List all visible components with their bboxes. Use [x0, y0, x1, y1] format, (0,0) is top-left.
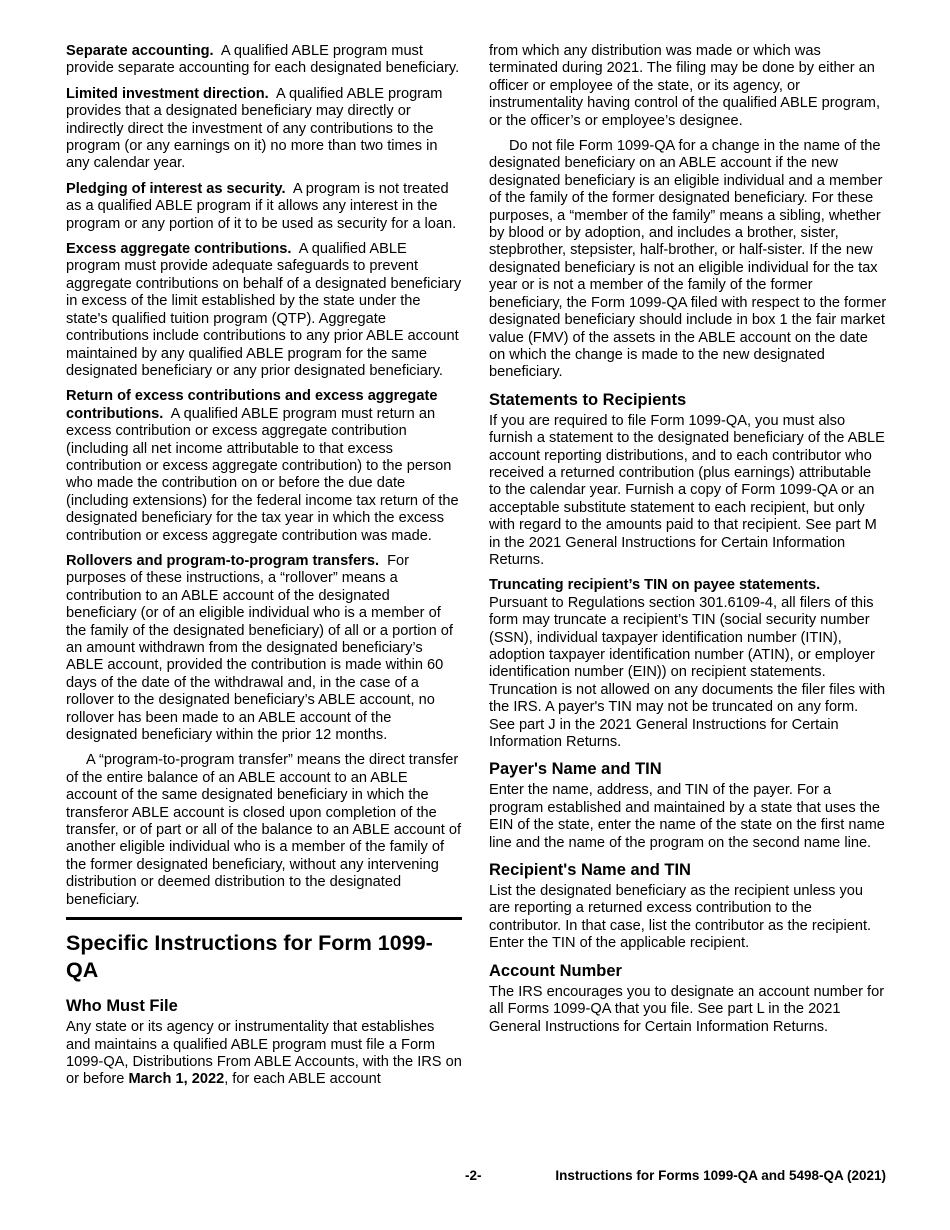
- paragraph-limited-investment-direction: Limited investment direction. A qualified ABLE program provides that a designated beneficiary may directly or indirectly direct the investment of any contributions to the program (or any earnings on it) no more than two times in any calendar year.: [66, 85, 443, 172]
- paragraph-rollovers: Rollovers and program-to-program transfers. For purposes of these instructions, a “rollover” means a contribution to an ABLE account of the designated beneficiary (or of an eligible individual who is a member of the family of the designated beneficiary) of all or a portion of an amount withdrawn from the designated beneficiary’s ABLE account, provided the contribution is made within 60 days of the date of the withdrawal and, in the case of a rollover to the designated beneficiary’s ABLE account, no rollover has been made to an ABLE account of the designated beneficiary within the prior 12 months.: [66, 552, 453, 744]
- right-column: [489, 43, 887, 1044]
- paragraph-who-must-file-continued: from which any distribution was made or which was terminated during 2021. The filing may be done by either an officer or employee of the state, or its agency, or instrumentality having control of the qualified ABLE program, or the officer’s or employee’s designee.: [489, 43, 881, 129]
- section-divider: [66, 917, 462, 920]
- heading-statements-to-recipients: Statements to Recipients: [489, 390, 687, 409]
- paragraph-who-must-file: Any state or its agency or instrumentality that establishes and maintains a qualified ABLE program must file a Form 1099-QA, Distributions From ABLE Accounts, with the IRS on or before March 1, 2022, for each ABLE account: [66, 1019, 462, 1088]
- paragraph-return-of-excess-contributions: Return of excess contributions and excess aggregate contributions. A qualified ABLE program must return an excess contribution or excess aggregate contribution (including all net income attributable to that excess contribution or excess aggregate contribution) to the person who made the contribution on or before the due date (including extensions) for the federal income tax return of the designated beneficiary for the tax year in which the excess contribution or excess aggregate contribution was made.: [66, 388, 459, 544]
- paragraph-statements-to-recipients: If you are required to file Form 1099-QA, you must also furnish a statement to the designated beneficiary of the ABLE account reporting distributions, and to each contributor who received a returned contribution (plus earnings) attributable to the calendar year. Furnish a copy of Form 1099-QA or an acceptable substitute statement to each recipient, but only with regard to the amounts paid to that recipient. See part M in the 2021 General Instructions for Certain Information Returns.: [489, 412, 885, 568]
- paragraph-separate-accounting: Separate accounting. A qualified ABLE program must provide separate accounting for each designated beneficiary.: [66, 43, 460, 77]
- paragraph-account-number: The IRS encourages you to designate an account number for all Forms 1099-QA that you file. See part L in the 2021 General Instructions for Certain Information Returns.: [489, 983, 885, 1035]
- paragraph-payer-name-and-tin: Enter the name, address, and TIN of the payer. For a program established and maintained by a state that uses the EIN of the state, enter the name of the state on the first name line and the name of the program on the second name line.: [489, 782, 885, 851]
- heading-account-number: Account Number: [489, 961, 622, 980]
- paragraph-program-to-program-transfer: A “program-to-program transfer” means the direct transfer of the entire balance of an ABLE account to an ABLE account of the same designated beneficiary in which the transferor ABLE account is closed upon completion of the transfer, or of part or all of the balance to an ABLE account of another eligible individual who is a member of the family of the former designated beneficiary, without any intervening distribution or deemed distribution to the designated beneficiary.: [66, 752, 462, 908]
- page-number: -2-: [465, 1168, 482, 1183]
- paragraph-pledging-of-interest: Pledging of interest as security. A program is not treated as a qualified ABLE program if it allows any interest in the program or any portion of it to be used as security for a loan.: [66, 180, 457, 232]
- paragraph-do-not-file: Do not file Form 1099-QA for a change in the name of the designated beneficiary on an ABLE account if the new designated beneficiary is an eligible individual and a member of the family of the former designated beneficiary. For these purposes, a “member of the family” means a sibling, whether by blood or by adoption, and includes a brother, sister, stepbrother, stepsister, half-brother, or half-sister. If the new designated beneficiary is not an eligible individual for the tax year or is not a member of the family of the former beneficiary, the Form 1099-QA filed with respect to the former designated beneficiary should include in box 1 the fair market value (FMV) of the assets in the ABLE account on the date on which the change is made to the new designated beneficiary.: [489, 138, 887, 381]
- heading-who-must-file: Who Must File: [66, 997, 178, 1016]
- heading-payer-name-and-tin: Payer's Name and TIN: [489, 760, 662, 779]
- paragraph-excess-aggregate-contributions: Excess aggregate contributions. A qualified ABLE program must provide adequate safeguards to prevent aggregate contributions on behalf of a designated beneficiary in excess of the limit established by the state under the state's qualified tuition program (QTP). Aggregate contributions include contributions to any prior ABLE account maintained by any qualified ABLE program for the same designated beneficiary or any prior designated beneficiary.: [66, 241, 462, 379]
- section-title: Specific Instructions for Form 1099-QA: [66, 931, 433, 983]
- left-column: [66, 43, 462, 1097]
- paragraph-recipient-name-and-tin: List the designated beneficiary as the recipient unless you are reporting a returned excess contribution to the contributor. In that case, list the contributor as the recipient. Enter the TIN of the applicable recipient.: [489, 883, 872, 952]
- footer-title: Instructions for Forms 1099-QA and 5498-QA (2021): [555, 1168, 886, 1183]
- heading-recipient-name-and-tin: Recipient's Name and TIN: [489, 861, 691, 880]
- paragraph-truncating-tin: Truncating recipient’s TIN on payee statements. Pursuant to Regulations section 301.6109-4, all filers of this form may truncate a recipient’s TIN (social security number (SSN), individual taxpayer identification number (ITIN), adoption taxpayer identification number (ATIN), or employer identification number (EIN)) on recipient statements. Truncation is not allowed on any documents the filer files with the IRS. A payer's TIN may not be truncated on any form. See part J in the 2021 General Instructions for Certain Information Returns.: [489, 577, 886, 751]
